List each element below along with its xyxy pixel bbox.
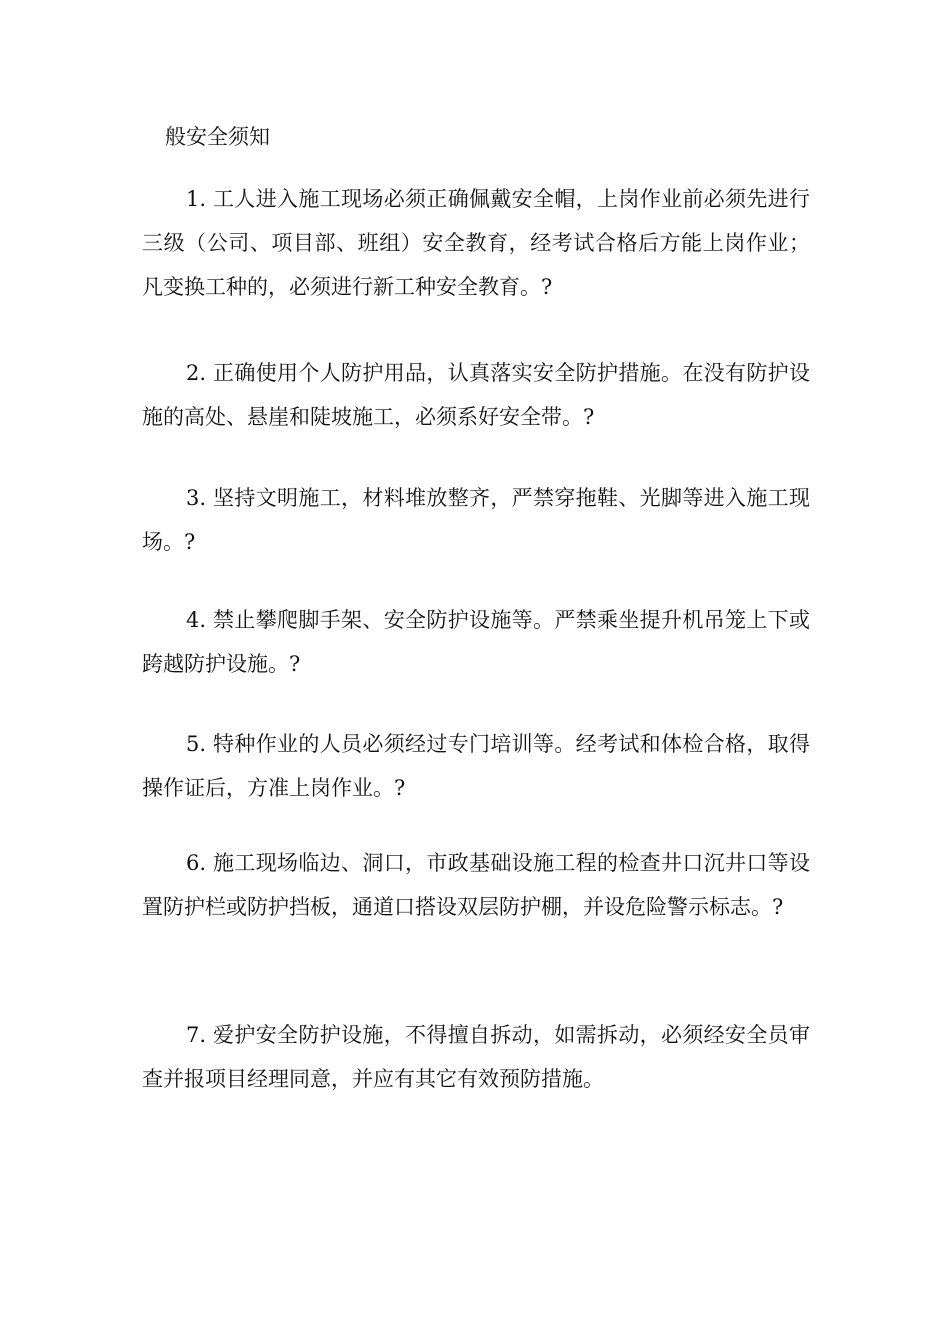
clause-5: 5. 特种作业的人员必须经过专门培训等。经考试和体检合格，取得操作证后，方准上岗作业。?: [142, 732, 810, 800]
clause-2: 2. 正确使用个人防护用品，认真落实安全防护措施。在没有防护设施的高处、悬崖和陡坡施工，必须系好安全带。?: [142, 361, 810, 429]
clause-7: 7. 爱护安全防护设施，不得擅自拆动，如需拆动，必须经安全员审查并报项目经理同意，并应有其它有效预防措施。: [142, 1023, 810, 1091]
clause-4: 4. 禁止攀爬脚手架、安全防护设施等。严禁乘坐提升机吊笼上下或跨越防护设施。?: [142, 608, 810, 676]
clause-6: 6. 施工现场临边、洞口，市政基础设施工程的检查井口沉井口等设置防护栏或防护挡板，通道口搭设双层防护棚，并设危险警示标志。?: [142, 851, 810, 919]
clause-1: 1. 工人进入施工现场必须正确佩戴安全帽，上岗作业前必须先进行三级（公司、项目部、班组）安全教育，经考试合格后方能上岗作业；凡变换工种的，必须进行新工种安全教育。?: [142, 187, 810, 299]
clause-3: 3. 坚持文明施工，材料堆放整齐，严禁穿拖鞋、光脚等进入施工现场。?: [142, 486, 810, 554]
document-title: 般安全须知: [165, 125, 270, 149]
